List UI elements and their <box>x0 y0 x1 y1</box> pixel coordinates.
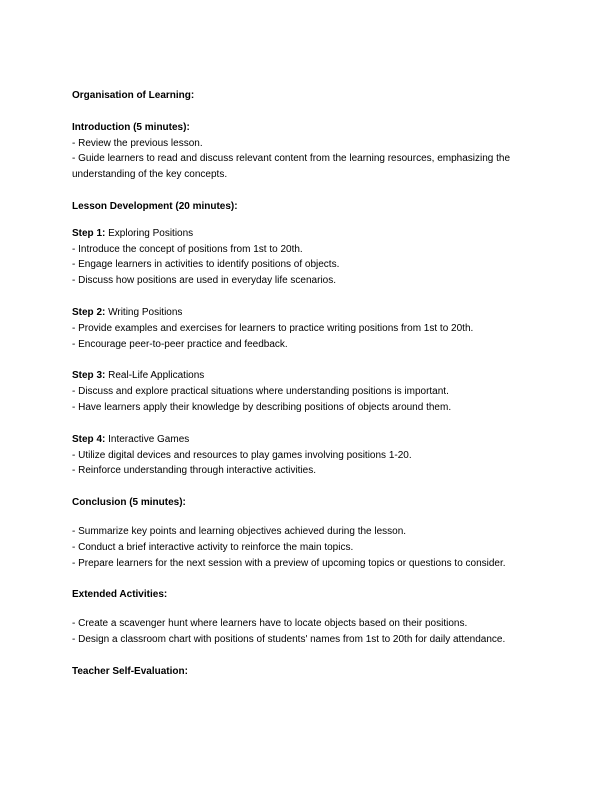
conclusion-line: - Conduct a brief interactive activity to reinforce the main topics. <box>72 541 354 553</box>
step-name: Exploring Positions <box>105 227 194 239</box>
step-line: - Have learners apply their knowledge by describing positions of objects around them. <box>72 401 452 413</box>
step-line: - Discuss how positions are used in everyday life scenarios. <box>72 275 337 287</box>
extended-activities-heading: Extended Activities: <box>72 589 168 601</box>
extended-line: - Design a classroom chart with positions of students' names from 1st to 20th for daily attendance. <box>72 633 506 645</box>
step-title <box>72 226 542 242</box>
conclusion-heading: Conclusion (5 minutes): <box>72 497 186 509</box>
introduction-heading: Introduction (5 minutes): <box>72 121 190 133</box>
step-name: Writing Positions <box>105 306 183 318</box>
step-line: - Encourage peer-to-peer practice and feedback. <box>72 338 288 350</box>
step-line: - Utilize digital devices and resources to play games involving positions 1-20. <box>72 449 412 461</box>
step-line: - Introduce the concept of positions from 1st to 20th. <box>72 243 303 255</box>
step-name: Real-Life Applications <box>105 370 205 382</box>
step-2 <box>72 305 542 352</box>
lesson-development-heading: Lesson Development (20 minutes): <box>72 200 238 212</box>
step-label: Step 3: <box>72 370 106 382</box>
step-line: - Engage learners in activities to identify positions of objects. <box>72 259 340 271</box>
step-label: Step 1: <box>72 227 106 239</box>
step-title <box>72 305 542 321</box>
step-3 <box>72 368 542 415</box>
organisation-heading: Organisation of Learning: <box>72 90 195 101</box>
step-line: - Reinforce understanding through interactive activities. <box>72 465 317 477</box>
teacher-self-evaluation-heading: Teacher Self-Evaluation: <box>72 665 188 677</box>
step-line: - Discuss and explore practical situations where understanding positions is important. <box>72 386 449 398</box>
step-name: Interactive Games <box>105 433 190 445</box>
step-title <box>72 368 542 384</box>
introduction-line: - Guide learners to read and discuss relevant content from the learning resources, emphasizing the understanding of the key concepts. <box>72 153 511 181</box>
introduction-line: - Review the previous lesson. <box>72 137 203 149</box>
conclusion-line: - Summarize key points and learning objectives achieved during the lesson. <box>72 525 407 537</box>
extended-line: - Create a scavenger hunt where learners have to locate objects based on their positions. <box>72 618 468 630</box>
step-1 <box>72 226 542 289</box>
step-title <box>72 432 542 448</box>
document-page <box>72 88 542 680</box>
step-label: Step 2: <box>72 306 106 318</box>
step-line: - Provide examples and exercises for learners to practice writing positions from 1st to 20th. <box>72 322 474 334</box>
conclusion-line: - Prepare learners for the next session with a preview of upcoming topics or questions to consider. <box>72 557 506 569</box>
step-label: Step 4: <box>72 433 106 445</box>
step-4 <box>72 432 542 479</box>
